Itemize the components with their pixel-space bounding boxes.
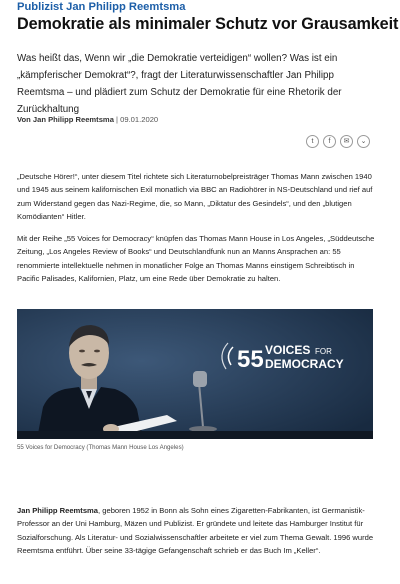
logo-line2: DEMOCRACY	[265, 357, 344, 371]
article-title: Demokratie als minimaler Schutz vor Grausamkeit	[17, 15, 399, 33]
paragraph-intro: „Deutsche Hörer!“, unter diesem Titel richtete sich Literaturnobelpreisträger Thomas Mann zwischen 1940 und 1945 aus seinem kalifornischen Exil monatlich via BBC an Radiohörer in NS-Deutschland und rief auf zum Widerstand gegen das Nazi-Regime, die, so Mann, „Diktatur des Gesindels“, und den „blutigen Komödianten“ Hitler.	[17, 172, 373, 222]
logo-number: 55	[237, 346, 264, 373]
article-kicker: Publizist Jan Philipp Reemtsma	[17, 1, 186, 13]
pocket-icon[interactable]: ⌄	[357, 135, 370, 148]
article-lead: Was heißt das, Wenn wir „die Demokratie verteidigen“ wollen? Was ist ein „kämpferischer Demokrat“?, fragt der Literaturwissenschaftler Jan Philipp Reemtsma – und plädiert zum Schutz der Demokratie für eine Rhetorik der Zurückhaltung	[17, 53, 342, 115]
article-image	[17, 309, 373, 439]
twitter-icon[interactable]: t	[306, 135, 319, 148]
bio-text: , geboren 1952 in Bonn als Sohn eines Zigaretten-Fabrikanten, ist Germanistik-Professor an der Uni Hamburg, Mäzen und Publizist. Er gründete und leitete das Hamburger Institut für Sozialforschung. Als Literatur- und Sozialwissenschaftler arbeitete er viel zum Thema Gewalt. 1996 wurde Reemtsma entführt. Über seine 33-tägige Gefangenschaft schrieb er das Buch Im „Keller“.	[17, 506, 374, 556]
email-icon[interactable]: ✉	[340, 135, 353, 148]
logo-line1: VOICES	[265, 343, 311, 357]
image-caption: 55 Voices for Democracy (Thomas Mann House Los Angeles)	[17, 444, 184, 451]
logo-for: FOR	[315, 347, 332, 356]
bio-name: Jan Philipp Reemtsma	[17, 506, 99, 515]
author-bio	[17, 504, 377, 558]
paragraph-series: Mit der Reihe „55 Voices for Democracy“ knüpfen das Thomas Mann House in Los Angeles, „Süddeutsche Zeitung, „Los Angeles Review of Books“ und Deutschlandfunk nun an Manns Ansprachen an: 55 renommierte intellektuelle nehmen in monatlicher Folge an Thomas Manns einstigem Schreibtisch in Pacific Palisades, Kalifornien, Platz, um eine Rede über Demokratie zu halten.	[17, 234, 375, 284]
thomas-mann-photo	[17, 309, 373, 439]
byline-author[interactable]: Von Jan Philipp Reemtsma	[17, 115, 114, 124]
facebook-icon[interactable]: f	[323, 135, 336, 148]
byline-date: | 09.01.2020	[116, 115, 159, 124]
byline	[17, 115, 158, 124]
